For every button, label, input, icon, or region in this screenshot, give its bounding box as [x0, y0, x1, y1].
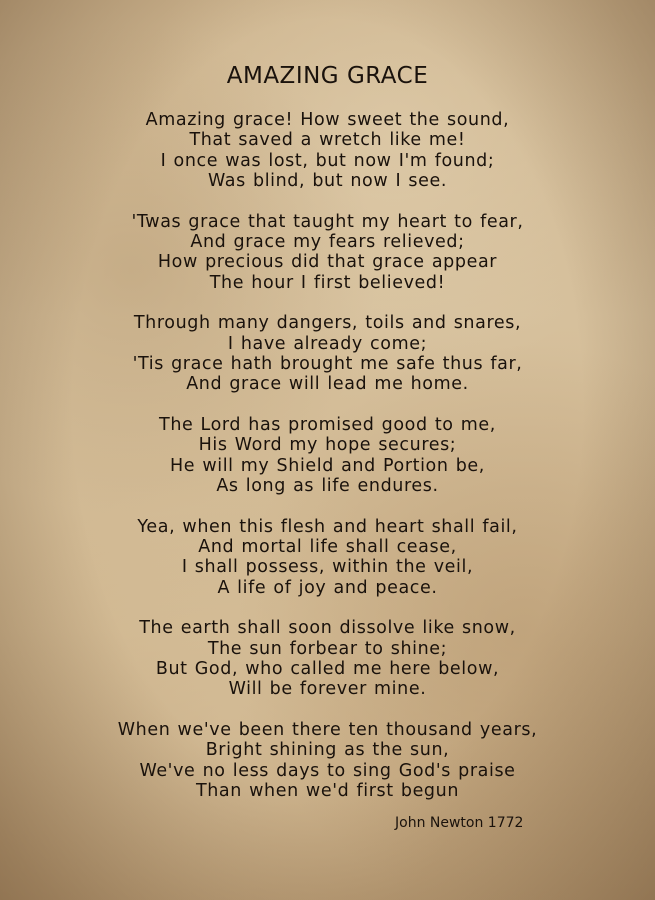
stanza: [0, 110, 655, 191]
stanza: [0, 415, 655, 496]
poem-body: [0, 110, 655, 822]
poem-line: I have already come;: [227, 333, 428, 354]
poem-line: I shall possess, within the veil,: [181, 557, 474, 578]
poem-line: That saved a wretch like me!: [189, 130, 466, 151]
poem-line: Than when we'd first begun: [195, 781, 460, 802]
poem-line: Bright shining as the sun,: [205, 740, 450, 761]
stanza: [0, 517, 655, 598]
poem-line: He will my Shield and Portion be,: [170, 455, 485, 476]
stanza: [0, 618, 655, 699]
poem-line: And grace my fears relieved;: [190, 231, 465, 252]
poem-line: As long as life endures.: [216, 475, 439, 496]
poem-line: The sun forbear to shine;: [207, 638, 448, 659]
poem-line: And grace will lead me home.: [186, 374, 469, 395]
poem-line: We've no less days to sing God's praise: [139, 760, 516, 781]
poem-line: Through many dangers, toils and snares,: [133, 313, 522, 334]
poem-line: When we've been there ten thousand years,: [117, 720, 538, 741]
poem-line: Amazing grace! How sweet the sound,: [145, 110, 510, 130]
poem-line: Yea, when this flesh and heart shall fail,: [137, 516, 518, 537]
poem-line: How precious did that grace appear: [157, 252, 498, 273]
poem-line: A life of joy and peace.: [217, 577, 438, 598]
poem-title: AMAZING GRACE: [226, 63, 429, 89]
stanza: [0, 313, 655, 394]
attribution: John Newton 1772: [395, 815, 524, 831]
stanza: [0, 212, 655, 293]
poem-line: His Word my hope secures;: [198, 435, 457, 456]
poem-line: The earth shall soon dissolve like snow,: [139, 618, 516, 639]
poem-line: The hour I first believed!: [209, 272, 446, 293]
poem-line: The Lord has promised good to me,: [159, 415, 496, 436]
poem-line: 'Twas grace that taught my heart to fear,: [131, 211, 524, 232]
poem-line: I once was lost, but now I'm found;: [160, 150, 495, 171]
poem-line: 'Tis grace hath brought me safe thus far,: [132, 353, 523, 374]
poem-line: But God, who called me here below,: [155, 659, 500, 680]
poem-line: Was blind, but now I see.: [208, 170, 447, 191]
poem-line: Will be forever mine.: [228, 679, 427, 700]
poem-line: And mortal life shall cease,: [198, 537, 457, 558]
stanza: [0, 720, 655, 801]
